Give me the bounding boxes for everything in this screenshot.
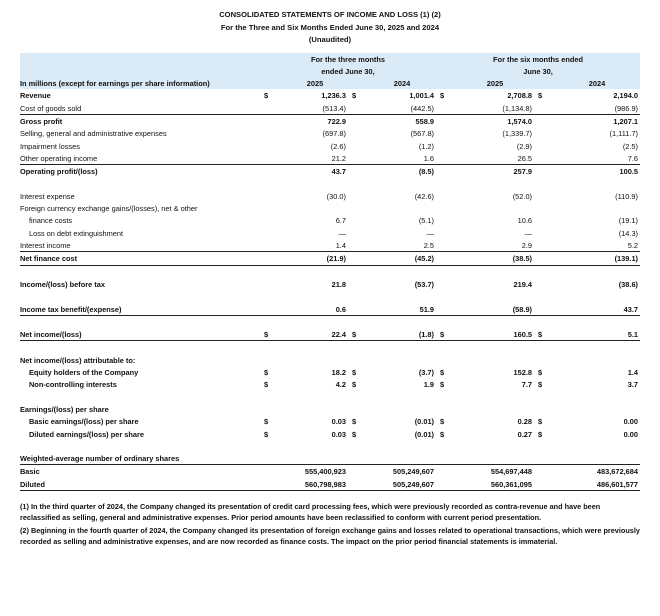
header-stub-label: In millions (except for earnings per share information) xyxy=(20,77,260,89)
table-row xyxy=(20,328,640,341)
table-row xyxy=(20,278,640,290)
currency-symbol: $ xyxy=(538,380,543,390)
row-value: 160.5 xyxy=(456,328,534,341)
row-value: (110.9) xyxy=(615,191,639,201)
currency-symbol: $ xyxy=(351,368,357,378)
currency-symbol xyxy=(534,114,554,127)
row-value xyxy=(554,202,640,214)
currency-symbol xyxy=(436,165,456,178)
currency-symbol xyxy=(534,190,554,202)
row-value: (53.7) xyxy=(414,279,435,289)
currency-symbol xyxy=(260,102,282,115)
row-value: (1.2) xyxy=(418,141,435,151)
row-value xyxy=(456,354,534,366)
income-statement-table xyxy=(20,53,640,491)
row-value xyxy=(554,452,640,465)
row-value: (38.6) xyxy=(618,279,639,289)
row-value: 2.5 xyxy=(368,239,436,252)
row-label: Other operating income xyxy=(20,152,260,165)
currency-symbol: $ xyxy=(436,328,456,341)
currency-symbol xyxy=(436,465,456,478)
currency-symbol xyxy=(436,127,456,139)
row-value: (2.9) xyxy=(516,141,533,151)
currency-symbol: $ xyxy=(538,417,543,427)
currency-symbol xyxy=(436,214,456,226)
table-spacer-row xyxy=(20,341,640,354)
row-label: Revenue xyxy=(19,91,51,101)
row-label: Net finance cost xyxy=(20,252,260,265)
currency-symbol xyxy=(534,465,554,478)
row-value: 21.2 xyxy=(282,152,348,165)
row-value: 1,236.3 xyxy=(321,91,346,101)
row-label: Non-controlling interests xyxy=(28,380,117,390)
row-value: 18.2 xyxy=(331,368,346,378)
currency-symbol xyxy=(436,202,456,214)
table-row xyxy=(20,239,640,252)
row-value: (30.0) xyxy=(326,191,346,201)
row-value: 43.7 xyxy=(554,302,640,315)
row-value: 0.03 xyxy=(331,417,346,427)
table-spacer-row xyxy=(20,290,640,302)
row-value: 3.7 xyxy=(627,380,639,390)
currency-symbol xyxy=(534,214,554,226)
currency-symbol xyxy=(534,102,554,115)
currency-symbol xyxy=(534,252,554,265)
currency-symbol xyxy=(436,102,456,115)
table-row xyxy=(20,140,640,152)
row-value: (0.01) xyxy=(414,429,435,439)
row-value: (513.4) xyxy=(282,102,348,115)
currency-symbol: $ xyxy=(440,368,445,378)
row-value: (14.3) xyxy=(618,228,639,238)
table-row xyxy=(20,214,640,226)
currency-symbol xyxy=(260,252,282,265)
row-value: 21.8 xyxy=(331,279,346,289)
row-label: Operating profit/(loss) xyxy=(19,167,98,177)
currency-symbol xyxy=(348,214,368,226)
row-label: Income/(loss) before tax xyxy=(19,279,105,289)
table-row xyxy=(20,165,640,178)
row-value xyxy=(456,403,534,415)
row-value: 505,249,607 xyxy=(368,478,436,491)
row-label: Foreign currency exchange gains/(losses), net & other xyxy=(19,204,198,214)
row-value: 1,574.0 xyxy=(507,117,533,127)
row-value: 505,249,607 xyxy=(392,467,435,477)
currency-symbol xyxy=(436,152,456,165)
row-value: (5.1) xyxy=(418,216,435,226)
row-value: 554,697,448 xyxy=(490,467,533,477)
row-value: (697.8) xyxy=(322,129,346,139)
footnote-2: (2) Beginning in the fourth quarter of 2024, the Company changed its presentation of foreign exchange gains and losses related to operational transactions, which were previously recorded as selling and administrative expenses, and are now recorded as finance costs. The impact on the prior period financial statements is immaterial. xyxy=(20,525,640,547)
row-label: Cost of goods sold xyxy=(20,102,260,115)
table-spacer-row xyxy=(20,265,640,278)
currency-symbol xyxy=(260,140,282,152)
row-value: 0.6 xyxy=(282,302,348,315)
table-row xyxy=(20,89,640,101)
currency-symbol xyxy=(436,227,456,239)
table-row xyxy=(20,127,640,139)
currency-symbol xyxy=(436,403,456,415)
currency-symbol xyxy=(348,354,368,366)
row-value xyxy=(282,202,348,214)
row-value: 152.8 xyxy=(513,368,533,378)
table-spacer-row xyxy=(20,315,640,328)
row-value xyxy=(282,403,348,415)
currency-symbol: $ xyxy=(348,328,368,341)
currency-symbol xyxy=(260,302,282,315)
currency-symbol xyxy=(260,165,282,178)
row-value: 1,207.1 xyxy=(613,117,639,127)
currency-symbol: $ xyxy=(538,429,543,439)
currency-symbol: $ xyxy=(263,429,269,439)
table-row xyxy=(20,152,640,165)
row-label: Net income/(loss) attributable to: xyxy=(19,355,136,365)
currency-symbol xyxy=(436,452,456,465)
row-value: — xyxy=(426,228,435,238)
row-value: 0.00 xyxy=(623,417,639,427)
table-spacer-row xyxy=(20,391,640,403)
header-columns-row xyxy=(20,77,640,89)
row-value: 43.7 xyxy=(331,167,346,177)
row-value: 1.4 xyxy=(282,239,348,252)
currency-symbol: $ xyxy=(440,429,445,439)
row-value: 5.1 xyxy=(554,328,640,341)
row-value xyxy=(368,202,436,214)
currency-symbol xyxy=(534,478,554,491)
header-group-row xyxy=(20,53,640,65)
currency-symbol xyxy=(436,252,456,265)
currency-symbol xyxy=(260,452,282,465)
table-row xyxy=(20,190,640,202)
table-row xyxy=(20,354,640,366)
row-value: 2,194.0 xyxy=(613,91,639,101)
table-row xyxy=(20,427,640,439)
row-label: Basic earnings/(loss) per share xyxy=(28,417,139,427)
currency-symbol xyxy=(260,354,282,366)
header-col-2025-q: 2025 xyxy=(282,77,348,89)
currency-symbol: $ xyxy=(351,429,357,439)
row-value: (1.8) xyxy=(368,328,436,341)
row-value: (52.0) xyxy=(512,191,533,201)
currency-symbol xyxy=(436,114,456,127)
row-value: 7.7 xyxy=(521,380,533,390)
currency-symbol xyxy=(260,478,282,491)
row-value: 1.6 xyxy=(368,152,436,165)
currency-symbol xyxy=(260,190,282,202)
currency-symbol: $ xyxy=(440,91,445,101)
row-value: 10.6 xyxy=(517,216,533,226)
row-value: (1,339.7) xyxy=(502,129,533,139)
row-label: Weighted-average number of ordinary shares xyxy=(20,452,260,465)
row-value: 0.27 xyxy=(517,429,533,439)
row-value: 0.00 xyxy=(623,429,639,439)
row-value: 26.5 xyxy=(456,152,534,165)
currency-symbol xyxy=(534,239,554,252)
table-row xyxy=(20,114,640,127)
row-value: (42.6) xyxy=(414,191,435,201)
row-value: 1,001.4 xyxy=(409,91,435,101)
row-value: 219.4 xyxy=(513,279,533,289)
currency-symbol xyxy=(348,478,368,491)
currency-symbol xyxy=(260,114,282,127)
currency-symbol xyxy=(534,165,554,178)
currency-symbol xyxy=(534,127,554,139)
row-label: Earnings/(loss) per share xyxy=(19,404,109,414)
currency-symbol xyxy=(260,465,282,478)
table-row xyxy=(20,366,640,378)
currency-symbol xyxy=(260,127,282,139)
table-row xyxy=(20,415,640,427)
currency-symbol xyxy=(534,302,554,315)
document-titles xyxy=(0,0,660,47)
row-value: (3.7) xyxy=(418,368,435,378)
row-label: Loss on debt extinguishment xyxy=(28,228,124,238)
row-value: 483,672,684 xyxy=(596,467,639,477)
row-value: (19.1) xyxy=(618,216,639,226)
row-value: 7.6 xyxy=(554,152,640,165)
row-value: (58.9) xyxy=(456,302,534,315)
table-body xyxy=(20,89,640,490)
currency-symbol xyxy=(348,102,368,115)
row-value: 4.2 xyxy=(335,380,346,390)
row-value: (986.9) xyxy=(554,102,640,115)
currency-symbol xyxy=(534,354,554,366)
row-value xyxy=(368,452,436,465)
currency-symbol xyxy=(348,302,368,315)
currency-symbol xyxy=(534,452,554,465)
row-value: 560,361,095 xyxy=(456,478,534,491)
currency-symbol xyxy=(348,165,368,178)
row-label: Diluted earnings/(loss) per share xyxy=(28,429,144,439)
currency-symbol xyxy=(260,202,282,214)
row-value: (0.01) xyxy=(414,417,435,427)
currency-symbol: $ xyxy=(538,91,543,101)
footnote-1: (1) In the third quarter of 2024, the Company changed its presentation of credit card processing fees, which were previously recorded as contra-revenue and have been reclassified as selling, general and administrative expenses. Prior period amounts have been reclassified to conform with current period presentation. xyxy=(20,501,601,523)
row-value: (45.2) xyxy=(368,252,436,265)
currency-symbol: $ xyxy=(263,380,269,390)
table-row xyxy=(20,452,640,465)
currency-symbol: $ xyxy=(538,368,543,378)
currency-symbol xyxy=(260,214,282,226)
row-label: Interest expense xyxy=(19,191,75,201)
currency-symbol xyxy=(348,278,368,290)
header-col-2024-q: 2024 xyxy=(368,77,436,89)
row-label: Equity holders of the Company xyxy=(28,368,139,378)
currency-symbol xyxy=(260,227,282,239)
header-col-2024-h: 2024 xyxy=(554,77,640,89)
row-value: 0.28 xyxy=(517,417,533,427)
currency-symbol xyxy=(436,190,456,202)
table-row xyxy=(20,378,640,390)
currency-symbol xyxy=(436,239,456,252)
currency-symbol xyxy=(534,227,554,239)
row-value: — xyxy=(524,228,533,238)
row-value: — xyxy=(338,228,346,238)
currency-symbol xyxy=(348,114,368,127)
currency-symbol xyxy=(348,403,368,415)
currency-symbol xyxy=(260,278,282,290)
row-label: Diluted xyxy=(20,478,260,491)
row-value: (2.5) xyxy=(622,141,639,151)
row-value: 100.5 xyxy=(619,167,639,177)
header-col-2025-h: 2025 xyxy=(456,77,534,89)
currency-symbol xyxy=(348,127,368,139)
currency-symbol xyxy=(436,302,456,315)
row-value xyxy=(282,452,348,465)
row-label: Impairment losses xyxy=(19,141,80,151)
row-value: (38.5) xyxy=(456,252,534,265)
row-value: 51.9 xyxy=(368,302,436,315)
currency-symbol: $ xyxy=(263,368,269,378)
currency-symbol xyxy=(348,190,368,202)
table-row xyxy=(20,227,640,239)
row-value: 2,708.8 xyxy=(507,91,533,101)
currency-symbol: $ xyxy=(260,328,282,341)
currency-symbol: $ xyxy=(440,380,445,390)
row-value: (567.8) xyxy=(410,129,435,139)
row-value: 0.03 xyxy=(331,429,346,439)
row-value xyxy=(554,354,640,366)
footnotes xyxy=(20,501,640,548)
row-value: (21.9) xyxy=(282,252,348,265)
row-value: 2.9 xyxy=(456,239,534,252)
currency-symbol xyxy=(348,140,368,152)
currency-symbol: $ xyxy=(351,417,357,427)
currency-symbol xyxy=(348,202,368,214)
row-value xyxy=(368,354,436,366)
currency-symbol: $ xyxy=(440,417,445,427)
table-header xyxy=(20,53,640,90)
currency-symbol xyxy=(436,478,456,491)
row-value: 722.9 xyxy=(327,117,346,127)
row-value: 486,601,577 xyxy=(554,478,640,491)
table-spacer-row xyxy=(20,440,640,452)
table-row xyxy=(20,202,640,214)
currency-symbol xyxy=(436,140,456,152)
row-label: Basic xyxy=(19,467,40,477)
row-value xyxy=(282,354,348,366)
page-title-line2: For the Three and Six Months Ended June 30, 2025 and 2024 xyxy=(220,22,440,32)
currency-symbol xyxy=(436,278,456,290)
row-label: Net income/(loss) xyxy=(20,328,260,341)
currency-symbol xyxy=(534,152,554,165)
currency-symbol: $ xyxy=(534,328,554,341)
currency-symbol: $ xyxy=(351,380,357,390)
currency-symbol xyxy=(348,465,368,478)
page-title-line1: CONSOLIDATED STATEMENTS OF INCOME AND LOSS (1) (2) xyxy=(219,10,441,19)
currency-symbol: $ xyxy=(263,91,269,101)
row-value: (442.5) xyxy=(368,102,436,115)
currency-symbol xyxy=(260,239,282,252)
header-three-months-sub: ended June 30, xyxy=(321,66,375,76)
row-label: Selling, general and administrative expenses xyxy=(19,129,167,139)
currency-symbol xyxy=(348,252,368,265)
row-label: Interest income xyxy=(20,239,260,252)
row-label: finance costs xyxy=(28,216,73,226)
row-value: (8.5) xyxy=(418,167,435,177)
header-six-months: For the six months ended xyxy=(493,54,583,64)
row-value xyxy=(368,403,436,415)
row-value xyxy=(456,202,534,214)
row-value xyxy=(456,452,534,465)
currency-symbol xyxy=(348,452,368,465)
currency-symbol xyxy=(348,227,368,239)
currency-symbol xyxy=(534,278,554,290)
row-value: 1.4 xyxy=(627,368,639,378)
row-value: (2.6) xyxy=(330,141,346,151)
row-value: 22.4 xyxy=(282,328,348,341)
page-title-line3: (Unaudited) xyxy=(308,35,352,44)
row-label: Gross profit xyxy=(19,117,63,127)
row-value: (1,111.7) xyxy=(609,129,639,139)
currency-symbol xyxy=(348,239,368,252)
table-row xyxy=(20,403,640,415)
row-label: Income tax benefit/(expense) xyxy=(20,302,260,315)
row-value: 558.9 xyxy=(415,117,435,127)
currency-symbol xyxy=(534,202,554,214)
row-value: (139.1) xyxy=(554,252,640,265)
table-row xyxy=(20,252,640,265)
table-row xyxy=(20,302,640,315)
currency-symbol xyxy=(348,152,368,165)
currency-symbol xyxy=(534,403,554,415)
currency-symbol xyxy=(260,403,282,415)
row-value: 5.2 xyxy=(554,239,640,252)
currency-symbol: $ xyxy=(263,417,269,427)
header-three-months: For the three months xyxy=(311,54,385,64)
table-row xyxy=(20,478,640,491)
currency-symbol xyxy=(436,354,456,366)
currency-symbol xyxy=(260,152,282,165)
row-value: 6.7 xyxy=(335,216,346,226)
row-value: 1.9 xyxy=(423,380,435,390)
row-value: (1,134.8) xyxy=(456,102,534,115)
currency-symbol xyxy=(534,140,554,152)
currency-symbol: $ xyxy=(351,91,357,101)
table-row xyxy=(20,102,640,115)
row-value xyxy=(554,403,640,415)
row-value: 560,798,983 xyxy=(282,478,348,491)
header-group-sub-row xyxy=(20,65,640,77)
table-spacer-row xyxy=(20,177,640,189)
header-six-months-sub: June 30, xyxy=(523,66,553,76)
row-value: 257.9 xyxy=(513,167,533,177)
row-value: 555,400,923 xyxy=(304,467,346,477)
table-row xyxy=(20,465,640,478)
